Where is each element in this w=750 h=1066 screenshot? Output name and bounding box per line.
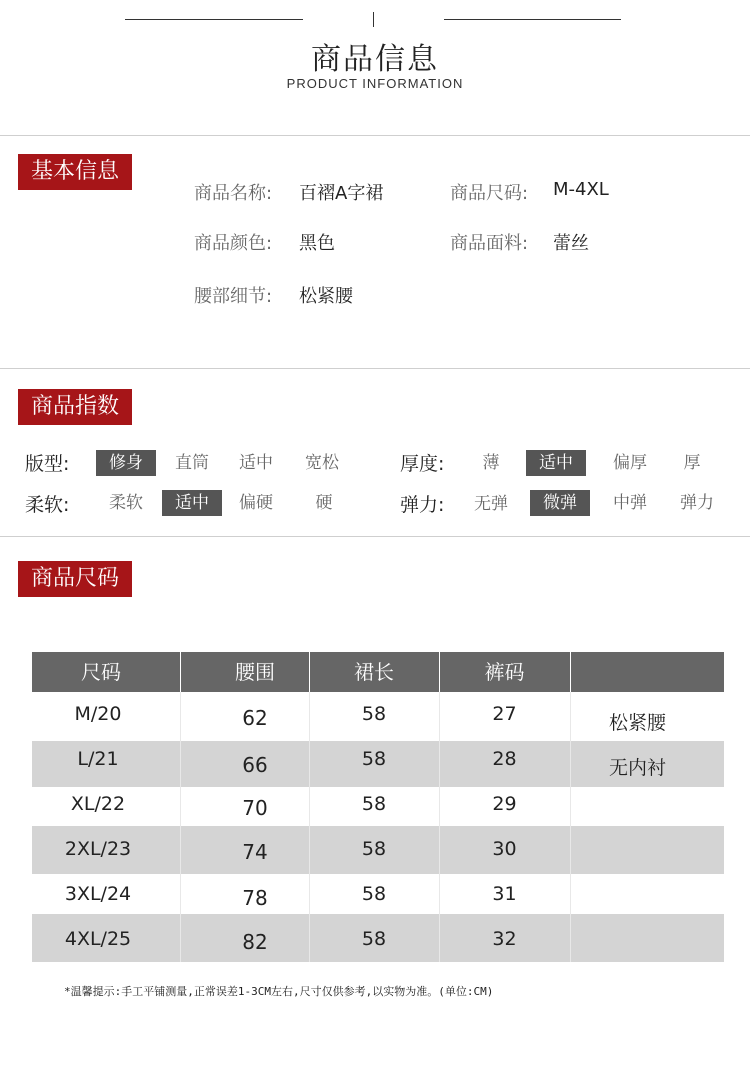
divider-2 bbox=[0, 368, 750, 369]
elasticity-option-slight: 微弹 bbox=[530, 490, 590, 516]
header-sep-3 bbox=[439, 652, 440, 692]
product-color-value: 黑色 bbox=[299, 233, 335, 254]
table-cell: 27 bbox=[492, 703, 517, 725]
table-cell: 62 bbox=[242, 706, 268, 730]
table-cell: M/20 bbox=[74, 703, 122, 725]
product-color-label: 商品颜色: bbox=[194, 233, 273, 254]
divider-3 bbox=[0, 536, 750, 537]
product-size-value: M-4XL bbox=[553, 179, 609, 200]
table-cell: 58 bbox=[361, 838, 387, 860]
fit-option-slim: 修身 bbox=[96, 450, 156, 476]
table-cell: XL/22 bbox=[70, 793, 126, 815]
header-waist: 腰围 bbox=[235, 660, 275, 684]
product-name-label: 商品名称: bbox=[194, 183, 273, 204]
waist-detail-value: 松紧腰 bbox=[299, 286, 353, 307]
col-sep-1 bbox=[180, 652, 181, 962]
elasticity-option-high: 弹力 bbox=[680, 493, 714, 513]
table-cell: 58 bbox=[361, 793, 387, 815]
product-fabric-label: 商品面料: bbox=[450, 233, 529, 254]
header-line-right bbox=[444, 19, 621, 20]
table-cell: 31 bbox=[492, 883, 517, 905]
softness-label: 柔软: bbox=[25, 494, 70, 516]
table-cell: 58 bbox=[361, 928, 387, 950]
table-cell: 66 bbox=[242, 753, 268, 777]
section-tag-size-chart: 商品尺码 bbox=[18, 561, 132, 597]
table-cell: 74 bbox=[242, 840, 268, 864]
table-cell: 2XL/23 bbox=[64, 838, 132, 860]
size-table bbox=[32, 652, 724, 962]
thickness-option-thin: 薄 bbox=[482, 453, 500, 473]
product-size-label: 商品尺码: bbox=[450, 183, 529, 204]
header-sep-4 bbox=[570, 652, 571, 692]
section-tag-basic-info: 基本信息 bbox=[18, 154, 132, 190]
softness-option-stiff-ish: 偏硬 bbox=[239, 493, 273, 513]
table-cell: 58 bbox=[361, 883, 387, 905]
elasticity-label: 弹力: bbox=[400, 494, 445, 516]
softness-option-medium: 适中 bbox=[162, 490, 222, 516]
table-cell: 58 bbox=[361, 703, 387, 725]
waist-detail-label: 腰部细节: bbox=[194, 286, 273, 307]
table-cell: 32 bbox=[492, 928, 517, 950]
section-tag-product-index: 商品指数 bbox=[18, 389, 132, 425]
table-cell: 松紧腰 bbox=[609, 712, 667, 734]
table-cell: 78 bbox=[242, 886, 268, 910]
header-notes bbox=[570, 652, 724, 692]
header-center-tick bbox=[373, 12, 374, 27]
thickness-option-thick: 厚 bbox=[683, 453, 701, 473]
fit-option-straight: 直筒 bbox=[175, 453, 209, 473]
fit-option-loose: 宽松 bbox=[305, 453, 339, 473]
table-cell: 3XL/24 bbox=[64, 883, 132, 905]
softness-option-stiff: 硬 bbox=[315, 493, 333, 513]
fit-option-regular: 适中 bbox=[239, 453, 273, 473]
softness-option-soft: 柔软 bbox=[109, 493, 143, 513]
elasticity-option-medium: 中弹 bbox=[613, 493, 647, 513]
header-sep-1 bbox=[180, 652, 181, 692]
table-cell: 无内衬 bbox=[609, 757, 667, 779]
divider-1 bbox=[0, 135, 750, 136]
table-header bbox=[32, 652, 724, 692]
header-line-left bbox=[125, 19, 303, 20]
page-title: 商品信息 bbox=[311, 42, 439, 77]
table-cell: L/21 bbox=[77, 748, 119, 770]
table-cell: 58 bbox=[361, 748, 387, 770]
product-name-value: 百褶A字裙 bbox=[299, 183, 384, 204]
thickness-label: 厚度: bbox=[400, 453, 445, 475]
fit-label: 版型: bbox=[25, 453, 70, 475]
table-cell: 4XL/25 bbox=[64, 928, 132, 950]
table-cell: 70 bbox=[242, 796, 268, 820]
table-cell: 29 bbox=[492, 793, 517, 815]
thickness-option-thick-ish: 偏厚 bbox=[613, 453, 647, 473]
col-sep-4 bbox=[570, 652, 571, 962]
header-length: 裙长 bbox=[354, 660, 394, 684]
header-size: 尺码 bbox=[81, 660, 121, 684]
elasticity-option-none: 无弹 bbox=[474, 494, 508, 514]
header-pants-size: 裤码 bbox=[484, 660, 525, 684]
page-subtitle: PRODUCT INFORMATION bbox=[286, 76, 464, 91]
thickness-option-medium: 适中 bbox=[526, 450, 586, 476]
table-cell: 30 bbox=[492, 838, 517, 860]
size-note: *温馨提示:手工平铺测量,正常误差1-3CM左右,尺寸仅供参考,以实物为准。(单位:CM) bbox=[64, 985, 494, 998]
header-sep-2 bbox=[309, 652, 310, 692]
table-cell: 82 bbox=[242, 930, 268, 954]
product-fabric-value: 蕾丝 bbox=[553, 233, 589, 254]
table-cell: 28 bbox=[492, 748, 517, 770]
